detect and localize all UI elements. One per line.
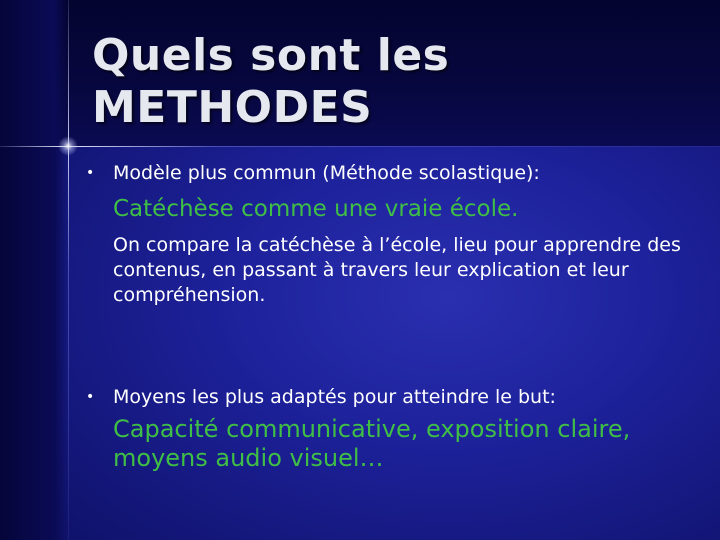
bullet-heading: Modèle plus commun (Méthode scolastique): bbox=[113, 162, 540, 184]
sparkle-decoration bbox=[58, 136, 78, 156]
bullet-icon: • bbox=[86, 389, 95, 405]
bullet-icon: • bbox=[86, 165, 95, 181]
horizontal-divider bbox=[0, 146, 720, 147]
left-band bbox=[0, 0, 68, 540]
bullet-item-1 bbox=[86, 161, 540, 185]
bullet-heading: Moyens les plus adaptés pour atteindre le but: bbox=[113, 386, 556, 408]
bullet-highlight-2: Capacité communicative, exposition claire, moyens audio visuel… bbox=[113, 415, 631, 472]
title-line-1: Quels sont les bbox=[92, 30, 450, 81]
bullet-detail-1: On compare la catéchèse à l’école, lieu pour apprendre des contenus, en passant à travers leur explication et leur compréhension. bbox=[113, 234, 681, 306]
vertical-divider bbox=[68, 0, 69, 540]
bullet-highlight-1: Catéchèse comme une vraie école. bbox=[113, 196, 519, 222]
bullet-item-2 bbox=[86, 385, 556, 409]
title-line-2: METHODES bbox=[92, 82, 373, 133]
slide-title bbox=[92, 30, 652, 134]
